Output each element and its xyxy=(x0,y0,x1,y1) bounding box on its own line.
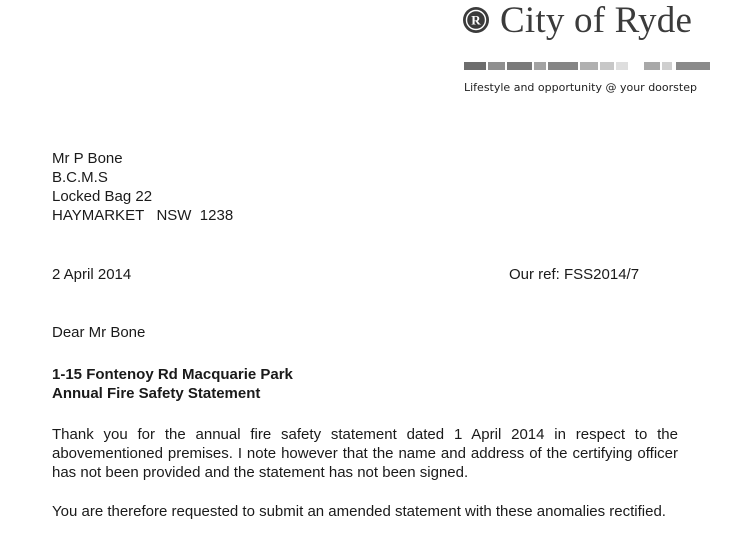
recipient-street: Locked Bag 22 xyxy=(52,188,153,205)
recipient-name: Mr P Bone xyxy=(52,150,123,167)
organization-name: City of Ryde xyxy=(500,0,693,41)
salutation: Dear Mr Bone xyxy=(52,324,146,341)
subject-address: 1-15 Fontenoy Rd Macquarie Park xyxy=(52,366,293,383)
letterhead xyxy=(0,0,732,110)
subject-heading xyxy=(52,365,293,403)
recipient-address xyxy=(52,149,233,225)
reference-number: Our ref: FSS2014/7 xyxy=(509,266,640,283)
body-paragraph-2: You are therefore requested to submit an amended statement with these anomalies rectified. xyxy=(52,503,666,520)
recipient-company: B.C.M.S xyxy=(52,169,108,186)
subject-title: Annual Fire Safety Statement xyxy=(52,385,261,402)
tagline: Lifestyle and opportunity @ your doorstep xyxy=(464,81,697,94)
svg-text:R: R xyxy=(471,12,481,28)
body-paragraph-1: Thank you for the annual fire safety statement dated 1 April 2014 in respect to the abovementioned premises. I note however that the name and address of the certifying officer has not been provided and the statement has not been signed. xyxy=(52,426,678,481)
decorative-stripe xyxy=(464,62,710,70)
city-of-ryde-logo-icon xyxy=(462,6,490,34)
letter-date: 2 April 2014 xyxy=(52,266,132,283)
recipient-locality: HAYMARKET NSW 1238 xyxy=(52,207,234,224)
